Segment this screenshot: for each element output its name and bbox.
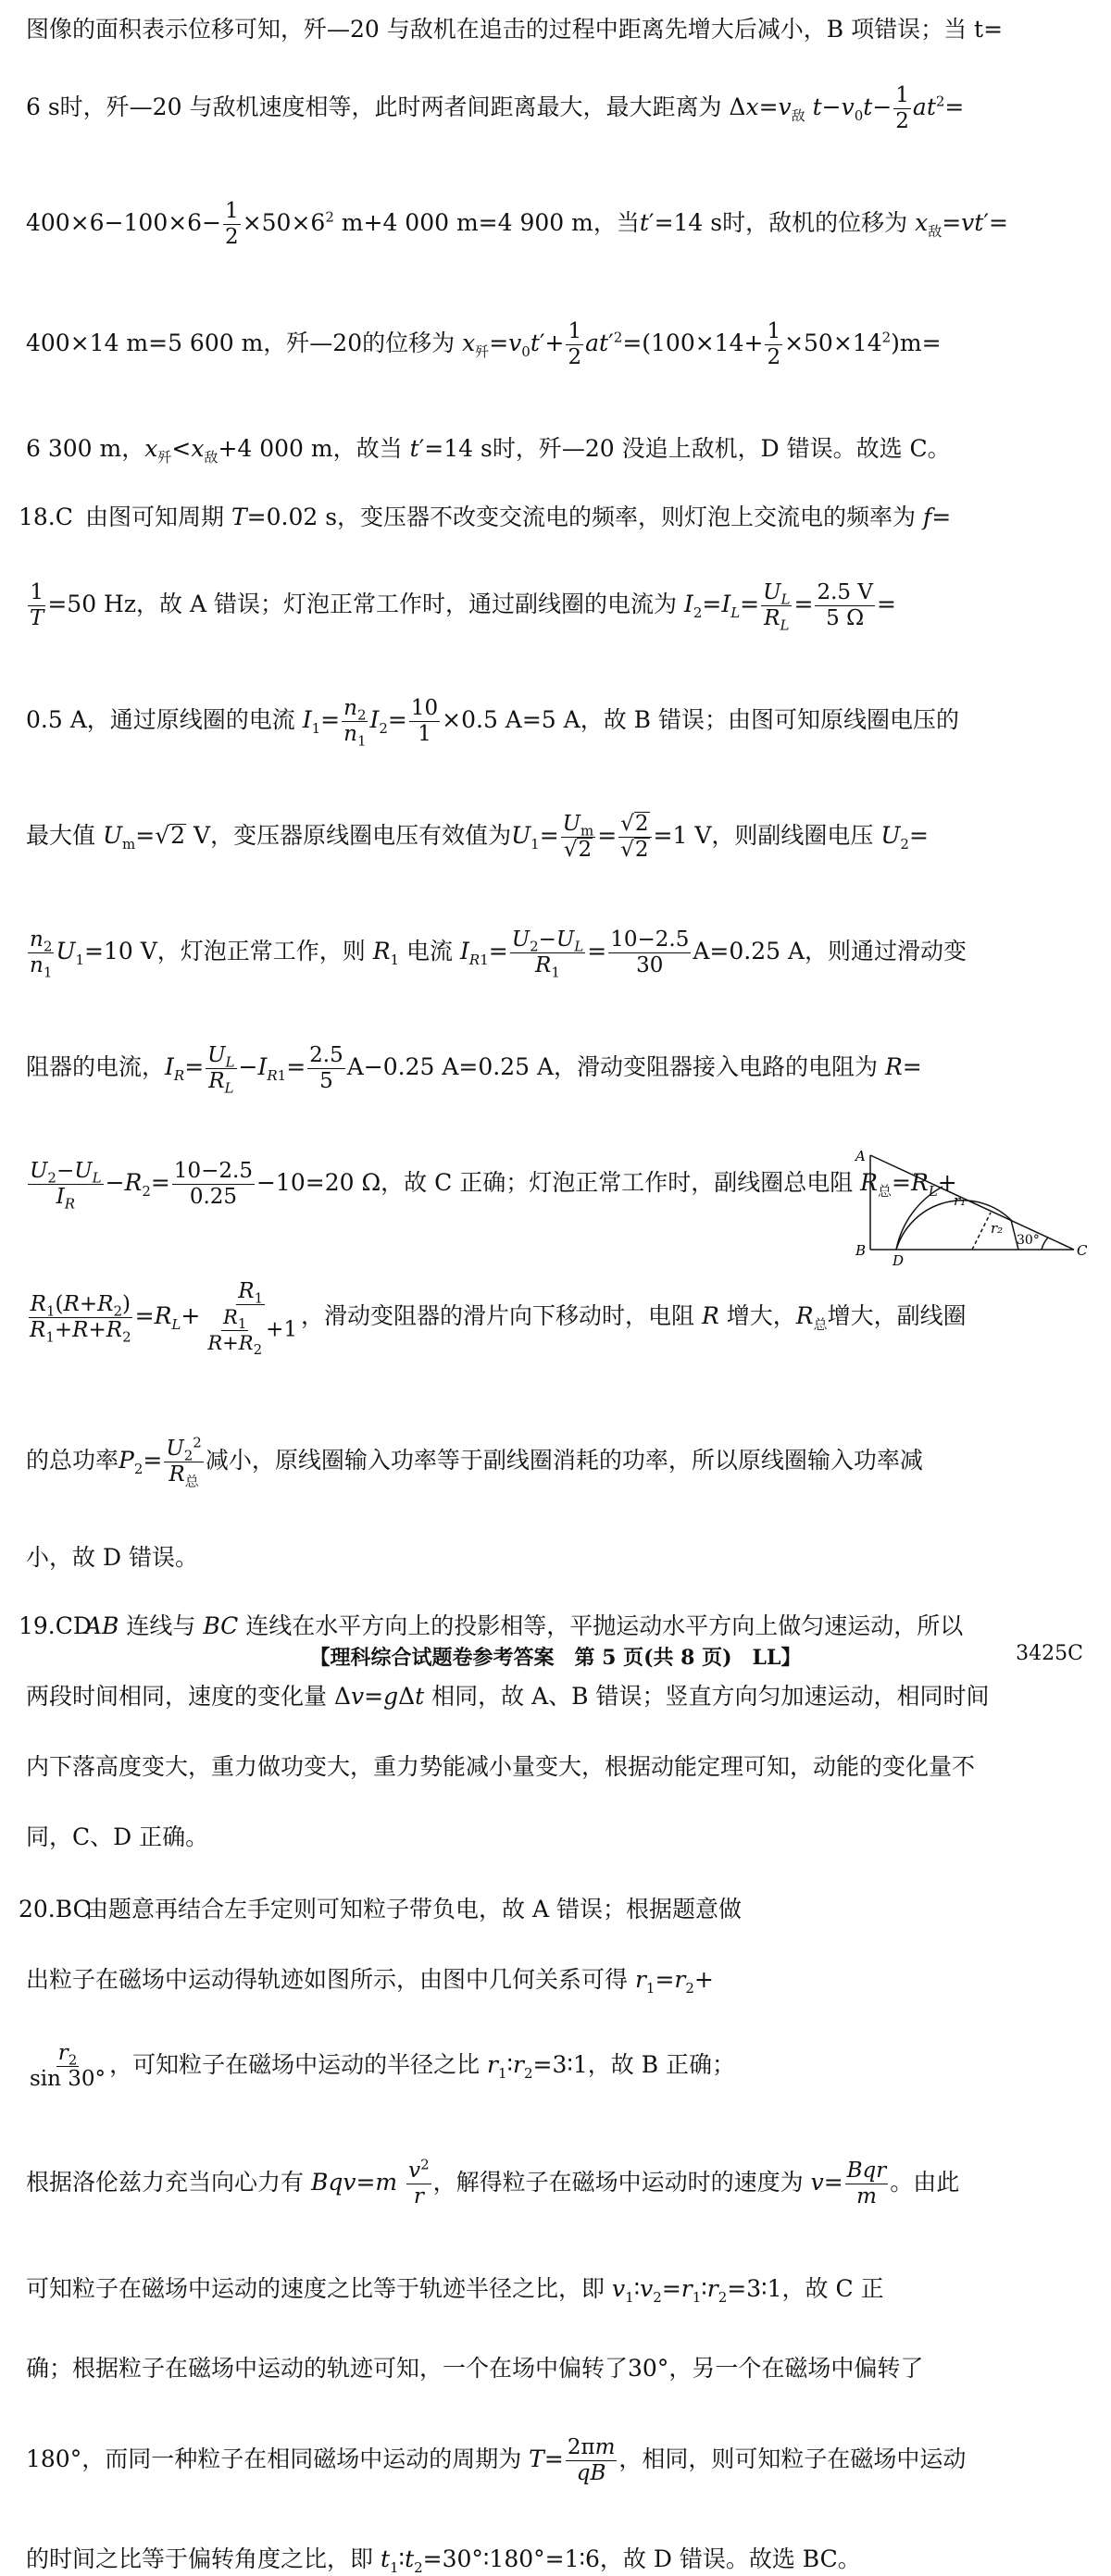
text-line: 同，C、D 正确。 bbox=[26, 1823, 209, 1850]
text-line: 内下落高度变大，重力做功变大，重力势能减小量变大，根据动能定理可知，动能的变化量不 bbox=[26, 1753, 976, 1780]
text-line: 180°，而同一种粒子在相同磁场中运动的周期为 T= $\frac{2\pi m}{qB}$ ，相同，则可知粒子在磁场中运动 bbox=[26, 2435, 967, 2485]
arc-r1 bbox=[896, 1187, 942, 1250]
text-line: 的总功率$P_2=$ $\frac{U_2^2}{R_总}$ 减小，原线圈输入功率等于副线圈消耗的功率，所以原线圈输入功率减 bbox=[26, 1434, 923, 1490]
text-line: 根据洛伦兹力充当向心力有 Bqv=m $\frac{v^2}{r}$ ，解得粒子在磁场中运动时的速度为 v= $\frac{\text{Bqr}}{m}$ 。由此 bbox=[26, 2156, 960, 2209]
text-line: $\frac{1}{T}$ =50 Hz，故 A 错误；灯泡正常工作时，通过副线圈的电流为 $I_2=I_L=$ $\frac{U_L}{R_L}$ = $\frac{2.5 V}{5 \Omega}$ = bbox=[30, 580, 896, 634]
text-line: $\frac{U_2-U_L}{I_R}$ $-R_2=$ $\frac{10-2.5}{0.25}$ −10=20 Ω，故 C 正确；灯泡正常工作时，副线圈总电阻 $R_总=R_L+$ bbox=[30, 1159, 957, 1213]
text-line: 0.5 A，通过原线圈的电流 $I_1=$ $\frac{n_2}{n_1}$ $I_2=$ $\frac{10}{1}$ ×0.5 A=5 A，故 B 错误；由图可知原线圈电压的 bbox=[26, 696, 959, 750]
text-line: 6 s时，歼—20 与敌机速度相等，此时两者间距离最大，最大距离为 $\Delta x=v_敌$ $t-v_0t-$ $\frac{1}{2}$ $at^2=$ bbox=[26, 83, 965, 133]
text-line: 可知粒子在磁场中运动的速度之比等于轨迹半径之比，即 $v_1∶v_2=r_1∶r_2=3∶1$，故 C 正 bbox=[26, 2275, 884, 2306]
text-line: $\frac{R_1(R+R_2)}{R_1+R+R_2}$ $=R_L+$ $R_1$ $\frac{R_1}{R+R_2}$ +1 ，滑动变阻器的滑片向下移动时，电阻 R 增大，$R_总$增大，副线圈 bbox=[30, 1279, 967, 1359]
label-c: C bbox=[1077, 1242, 1088, 1259]
text-line: 图像的面积表示位移可知，歼—20 与敌机在追击的过程中距离先增大后减小，B 项错误；当 t= bbox=[26, 16, 1004, 43]
radius-r2-dashed bbox=[972, 1213, 991, 1250]
text-line: 确；根据粒子在磁场中运动的轨迹可知，一个在场中偏转了30°，另一个在磁场中偏转了 bbox=[26, 2355, 924, 2382]
question-20: 20.BC由题意再结合左手定则可知粒子带负电，故 A 错误；根据题意做 bbox=[19, 1896, 742, 1923]
text-line: 阻器的电流，$I_R=$ $\frac{U_L}{R_L}$ $-I_{R1}=$ $\frac{2.5}{5}$ A−0.25 A=0.25 A，滑动变阻器接入电路的电阻为 R= bbox=[26, 1043, 922, 1097]
text-line: 小，故 D 错误。 bbox=[26, 1544, 198, 1571]
label-a: A bbox=[855, 1148, 866, 1164]
label-r2: r₂ bbox=[991, 1220, 1004, 1237]
label-b: B bbox=[855, 1242, 867, 1259]
text-line: 400×14 m=5 600 m，歼—20的位移为 $x_歼=v_0t'+$ $\frac{1}{2}$ $at'^2=(100\times 14+$ $\frac{1}{2}$ $\times 50\times 14^2)m=$ bbox=[26, 319, 942, 369]
text-line: $\frac{r_2}{\sin 30^\circ}$ ，可知粒子在磁场中运动的半径之比 $r_1∶r_2=3∶1$，故 B 正确； bbox=[30, 2041, 736, 2091]
label-d: D bbox=[893, 1252, 905, 1268]
paper-code: 3425C bbox=[1016, 1642, 1083, 1665]
label-angle: 30° bbox=[1017, 1233, 1040, 1248]
text-line: 最大值 $U_m=√2$ V，变压器原线圈电压有效值为$U_1=$ $\frac{U_m}{√2}$ = $\frac{√2}{√2}$ =1 V，则副线圈电压 $U_2=$ bbox=[26, 812, 929, 862]
angle-arc bbox=[1042, 1238, 1048, 1250]
question-18: 18.C 由图可知周期 T=0.02 s，变压器不改变交流电的频率，则灯泡上交流电的频率为 f= bbox=[19, 504, 952, 530]
text-line: 400×6−100×6− $\frac{1}{2}$ $\times 50\times 6^2$ m+4 000 m=4 900 m，当t′=14 s时，敌机的位移为 $x_敌=vt'=$ bbox=[26, 199, 1008, 249]
page-footer: 【理科综合试题卷参考答案 第 5 页(共 8 页) LL】 bbox=[309, 1646, 802, 1670]
text-line: 6 300 m，$x_歼<x_敌+4$ 000 m，故当 t′=14 s时，歼—20 没追上敌机，D 错误。故选 C。 bbox=[26, 435, 951, 466]
text-line: $\frac{n_2}{n_1}$ $U_1=10$ V，灯泡正常工作，则 $R_1$ 电流 $I_{R1}=$ $\frac{U_2-U_L}{R_1}$ = $\frac{10-2.5}{30}$ A=0.25 A，则通过滑动变 bbox=[30, 927, 967, 981]
text-line: 的时间之比等于偏转角度之比，即 $t_1∶t_2=30^\circ∶180^\circ=1∶6$，故 D 错误。故选 BC。 bbox=[26, 2545, 861, 2576]
trajectory-figure bbox=[852, 1148, 1097, 1268]
question-19: 19.CDAB 连线与 BC 连线在水平方向上的投影相等，平抛运动水平方向上做匀速运动，所以 bbox=[19, 1612, 964, 1639]
text-line: 出粒子在磁场中运动得轨迹如图所示，由图中几何关系可得 $r_1=r_2+$ bbox=[26, 1966, 714, 1997]
label-r1: r₁ bbox=[954, 1192, 967, 1209]
text-line: 两段时间相同，速度的变化量 Δv=gΔt 相同，故 A、B 错误；竖直方向匀加速运动，相同时间 bbox=[26, 1683, 990, 1710]
